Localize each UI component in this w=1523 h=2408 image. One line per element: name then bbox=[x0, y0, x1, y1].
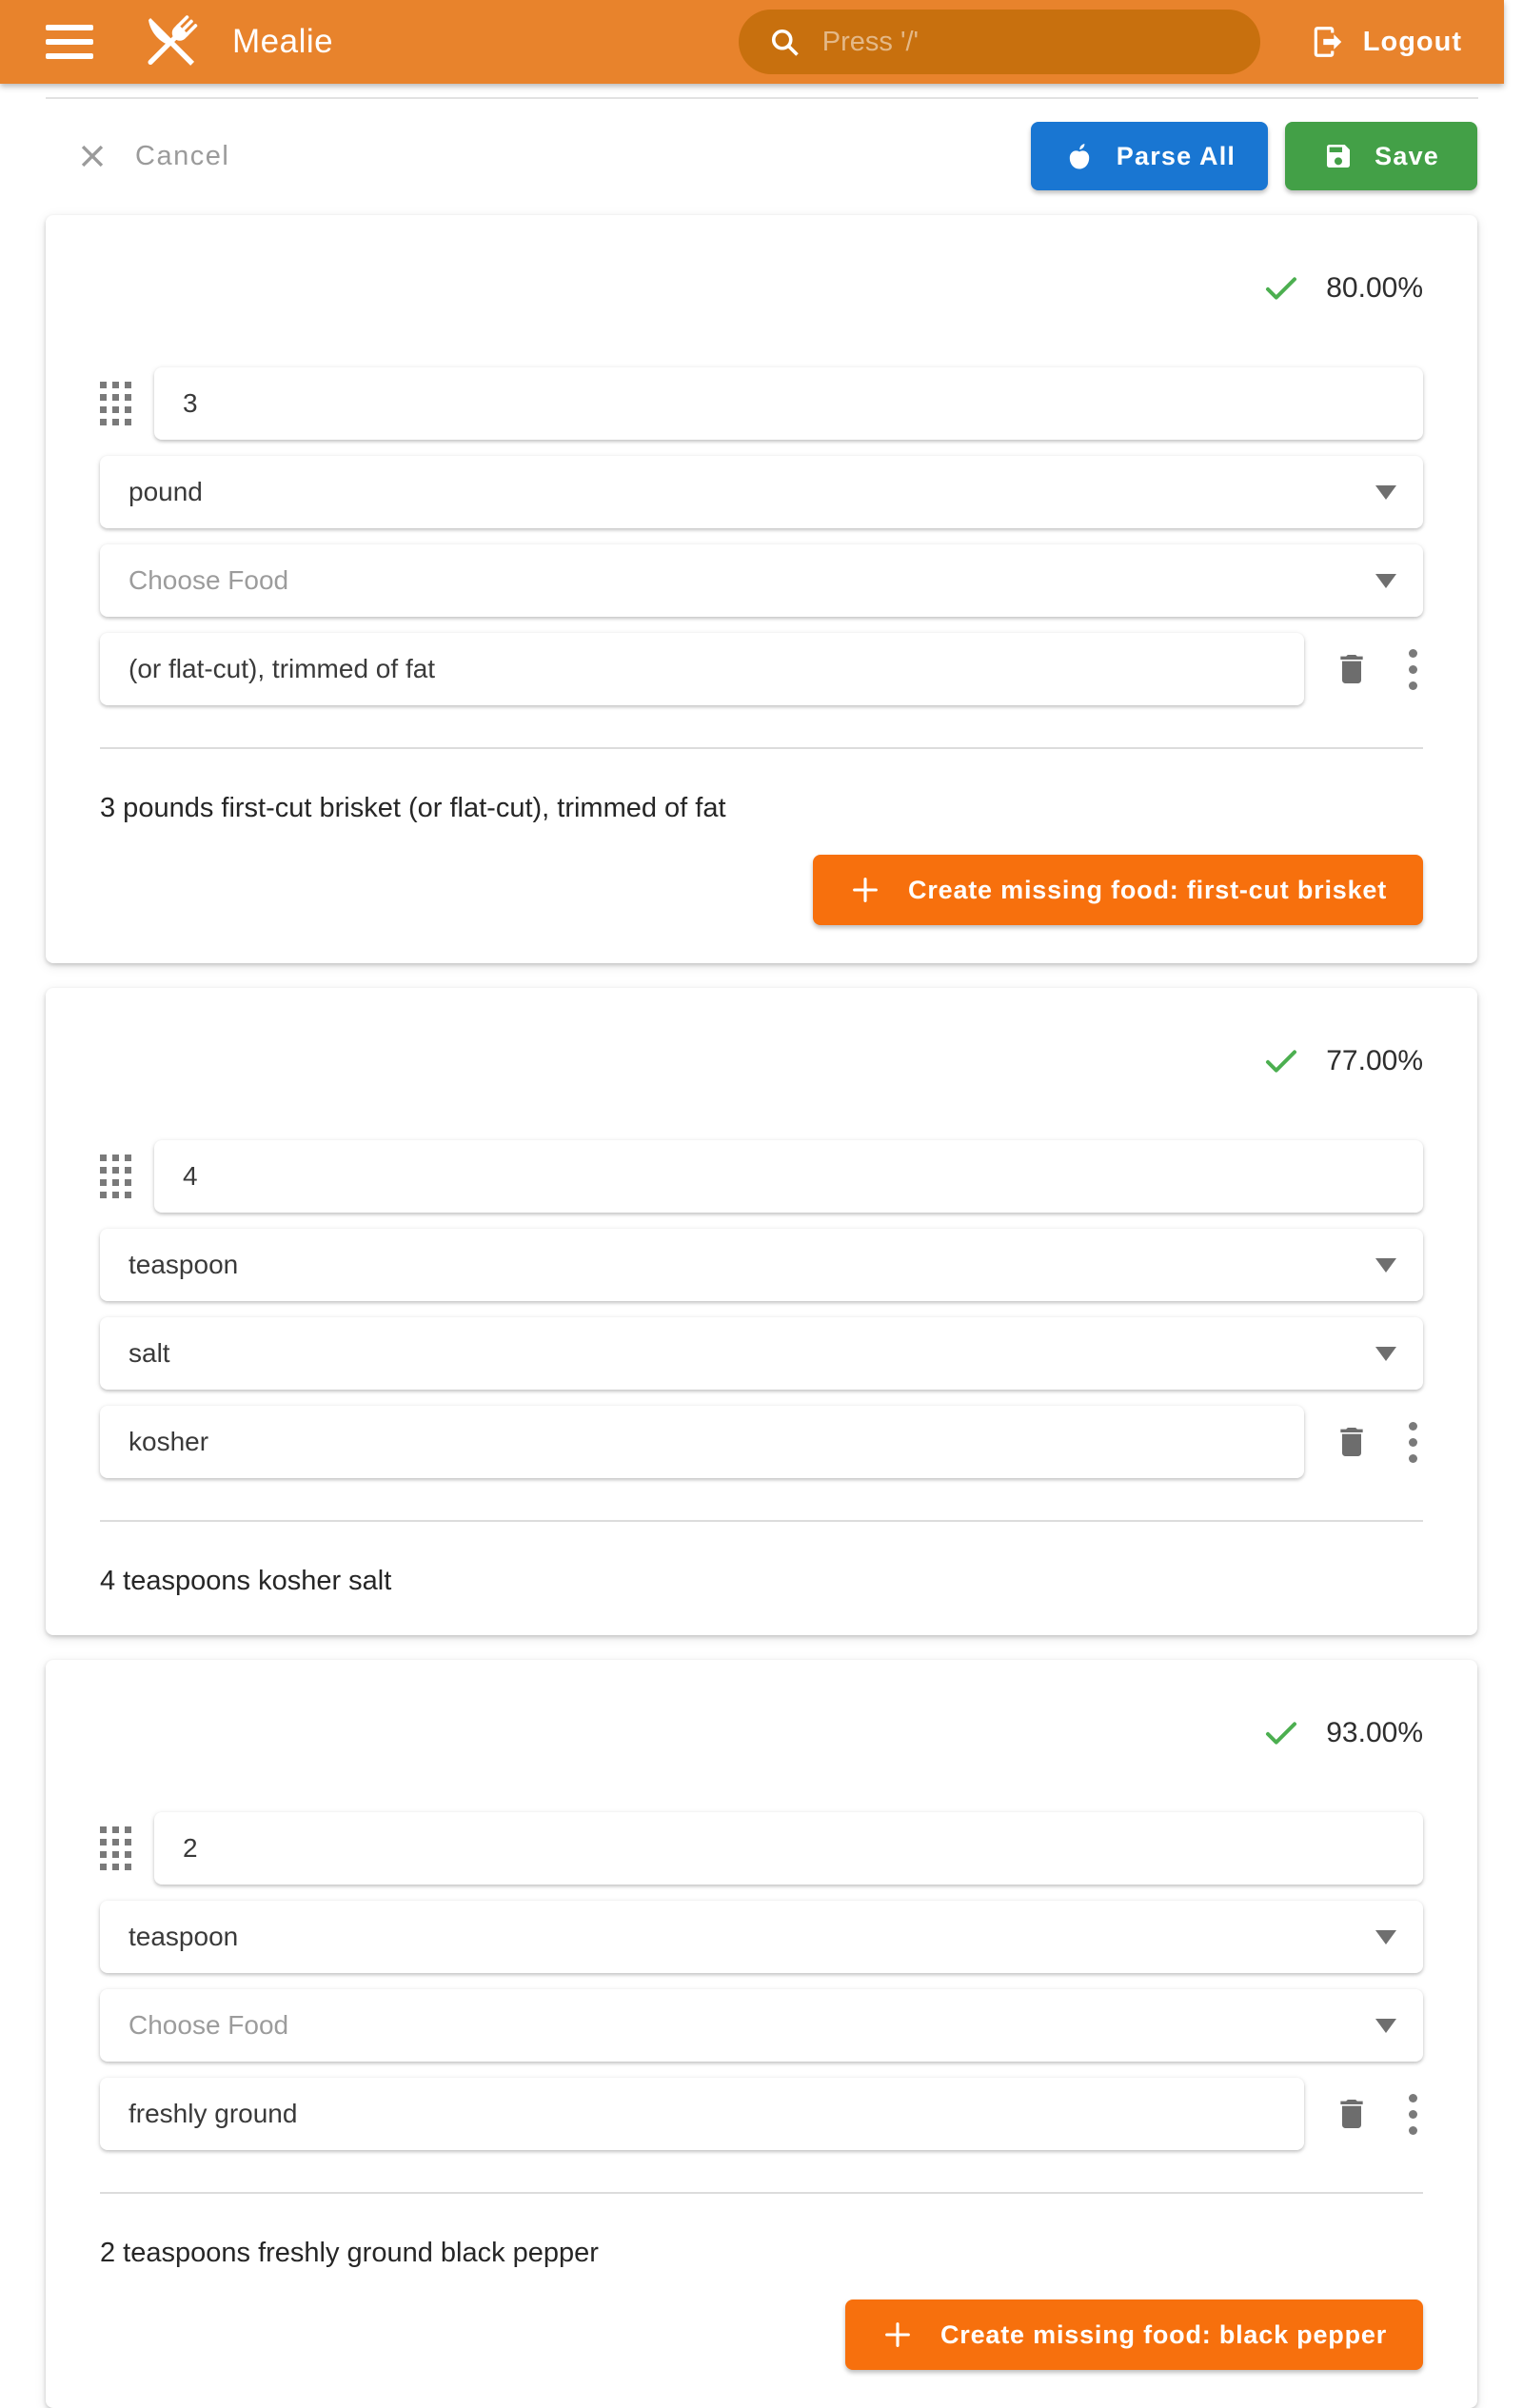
parse-all-label: Parse All bbox=[1116, 141, 1236, 170]
app-logo-icon bbox=[133, 5, 208, 79]
kebab-icon[interactable] bbox=[1403, 2090, 1423, 2139]
card-divider bbox=[100, 2192, 1423, 2194]
note-input[interactable] bbox=[100, 1406, 1304, 1478]
search-input[interactable] bbox=[739, 10, 1260, 74]
food-select-value: Choose Food bbox=[129, 565, 289, 595]
create-missing-food-button[interactable] bbox=[813, 855, 1423, 925]
kebab-icon[interactable] bbox=[1403, 645, 1423, 694]
amount-input[interactable] bbox=[154, 367, 1423, 440]
logout-label: Logout bbox=[1362, 26, 1462, 57]
food-select-value: salt bbox=[129, 1338, 170, 1368]
confidence-value: 93.00% bbox=[1326, 1717, 1423, 1748]
menu-icon[interactable] bbox=[46, 23, 93, 61]
create-missing-food-label: Create missing food: black pepper bbox=[940, 2319, 1387, 2349]
ingredient-list bbox=[0, 215, 1523, 2408]
unit-select-value: teaspoon bbox=[129, 1922, 239, 1951]
card-divider bbox=[100, 1520, 1423, 1522]
create-missing-food-label: Create missing food: first-cut brisket bbox=[908, 875, 1387, 904]
drag-icon[interactable] bbox=[100, 1155, 131, 1198]
search-icon bbox=[767, 25, 801, 59]
app-title: Mealie bbox=[232, 23, 334, 60]
check-icon bbox=[1261, 268, 1301, 308]
original-text: 3 pounds first-cut brisket (or flat-cut), trimmed of fat bbox=[100, 793, 726, 823]
food-select[interactable] bbox=[100, 1989, 1423, 2062]
confidence-badge bbox=[100, 1713, 1423, 1753]
confidence-value: 77.00% bbox=[1326, 1045, 1423, 1076]
close-icon bbox=[76, 140, 109, 172]
original-text: 4 teaspoons kosher salt bbox=[100, 1566, 392, 1596]
kebab-icon[interactable] bbox=[1403, 1418, 1423, 1467]
cancel-button[interactable] bbox=[46, 140, 229, 172]
create-missing-food-button[interactable] bbox=[845, 2299, 1423, 2370]
note-input[interactable] bbox=[100, 633, 1304, 705]
check-icon bbox=[1261, 1713, 1301, 1753]
save-label: Save bbox=[1375, 141, 1439, 170]
food-select[interactable] bbox=[100, 1317, 1423, 1390]
confidence-badge bbox=[100, 268, 1423, 308]
parse-all-button[interactable] bbox=[1031, 122, 1268, 190]
unit-select-value: teaspoon bbox=[129, 1250, 239, 1279]
note-input[interactable] bbox=[100, 2078, 1304, 2150]
amount-input[interactable] bbox=[154, 1140, 1423, 1213]
unit-select-value: pound bbox=[129, 477, 203, 506]
trash-icon[interactable] bbox=[1333, 648, 1371, 690]
check-icon bbox=[1261, 1041, 1301, 1081]
logout-icon bbox=[1310, 24, 1346, 60]
parser-toolbar bbox=[0, 99, 1523, 190]
apple-icon bbox=[1063, 140, 1096, 172]
unit-select[interactable] bbox=[100, 1229, 1423, 1301]
card-divider bbox=[100, 747, 1423, 749]
amount-input[interactable] bbox=[154, 1812, 1423, 1885]
unit-select[interactable] bbox=[100, 1901, 1423, 1973]
food-select-value: Choose Food bbox=[129, 2010, 289, 2040]
cancel-label: Cancel bbox=[135, 140, 230, 171]
chevron-down-icon bbox=[1375, 485, 1396, 500]
create-food-row bbox=[100, 855, 1423, 925]
chevron-down-icon bbox=[1375, 1258, 1396, 1273]
search-placeholder: Press '/' bbox=[821, 26, 920, 57]
plus-icon bbox=[881, 2319, 914, 2351]
ingredient-card bbox=[46, 988, 1477, 1635]
chevron-down-icon bbox=[1375, 574, 1396, 588]
trash-icon[interactable] bbox=[1333, 1421, 1371, 1463]
confidence-value: 80.00% bbox=[1326, 272, 1423, 304]
confidence-badge bbox=[100, 1041, 1423, 1081]
original-text: 2 teaspoons freshly ground black pepper bbox=[100, 2238, 599, 2268]
chevron-down-icon bbox=[1375, 1347, 1396, 1361]
chevron-down-icon bbox=[1375, 1930, 1396, 1944]
unit-select[interactable] bbox=[100, 456, 1423, 528]
save-icon bbox=[1323, 141, 1354, 171]
ingredient-card bbox=[46, 1660, 1477, 2408]
ingredient-card bbox=[46, 215, 1477, 963]
create-food-row bbox=[100, 2299, 1423, 2370]
plus-icon bbox=[849, 874, 881, 906]
save-button[interactable] bbox=[1285, 122, 1477, 190]
logout-button[interactable] bbox=[1310, 24, 1462, 60]
drag-icon[interactable] bbox=[100, 1826, 131, 1870]
trash-icon[interactable] bbox=[1333, 2093, 1371, 2135]
chevron-down-icon bbox=[1375, 2019, 1396, 2033]
food-select[interactable] bbox=[100, 544, 1423, 617]
drag-icon[interactable] bbox=[100, 382, 131, 425]
app-header bbox=[0, 0, 1504, 84]
